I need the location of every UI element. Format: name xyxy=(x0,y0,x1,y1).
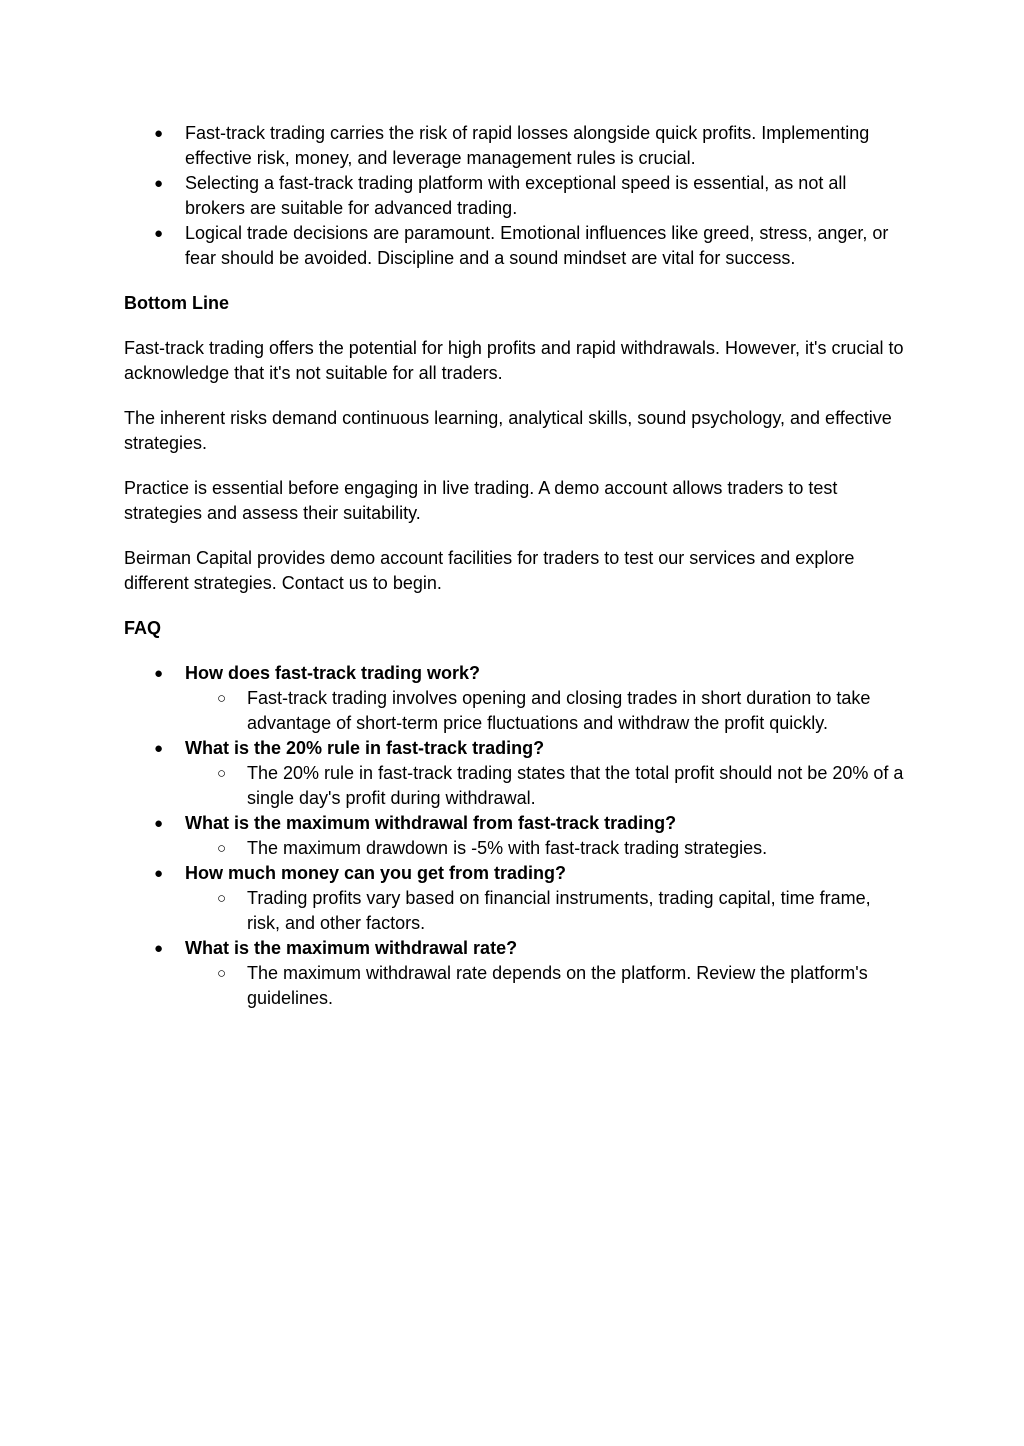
list-item-text: Selecting a fast-track trading platform with exceptional speed is essential, as not all brokers are suitable for advanced trading. xyxy=(185,173,847,218)
paragraph: Practice is essential before engaging in live trading. A demo account allows traders to test strategies and assess their suitability. xyxy=(124,478,838,523)
bullet-icon: ● xyxy=(154,225,164,242)
faq-answer xyxy=(185,961,904,1011)
faq-answer-list xyxy=(185,836,904,861)
faq-item xyxy=(124,736,904,811)
faq-list xyxy=(124,661,904,1011)
faq-answer-text: Trading profits vary based on financial instruments, trading capital, time frame, risk, and other factors. xyxy=(247,888,871,933)
faq-answer-list xyxy=(185,686,904,736)
hollow-bullet-icon: ○ xyxy=(217,840,227,857)
bullet-icon: ● xyxy=(154,665,164,682)
bottom-line-heading: Bottom Line xyxy=(124,293,229,313)
bullet-icon: ● xyxy=(154,865,164,882)
faq-answer xyxy=(185,686,904,736)
bullet-icon: ● xyxy=(154,125,164,142)
faq-answer xyxy=(185,761,904,811)
list-item-text: Logical trade decisions are paramount. Emotional influences like greed, stress, anger, or fear should be avoided. Discipline and a sound mindset are vital for success. xyxy=(185,223,889,268)
faq-answer-list xyxy=(185,961,904,1011)
paragraph: Fast-track trading offers the potential for high profits and rapid withdrawals. However, it's crucial to acknowledge that it's not suitable for all traders. xyxy=(124,338,904,383)
faq-answer xyxy=(185,886,904,936)
faq-answer-list xyxy=(185,886,904,936)
faq-question: How does fast-track trading work? xyxy=(185,663,481,683)
faq-answer-text: The 20% rule in fast-track trading states that the total profit should not be 20% of a single day's profit during withdrawal. xyxy=(247,763,904,808)
hollow-bullet-icon: ○ xyxy=(217,690,227,707)
paragraph: The inherent risks demand continuous learning, analytical skills, sound psychology, and effective strategies. xyxy=(124,408,892,453)
paragraph: Beirman Capital provides demo account facilities for traders to test our services and explore different strategies. Contact us to begin. xyxy=(124,548,855,593)
bullet-icon: ● xyxy=(154,740,164,757)
faq-answer-text: Fast-track trading involves opening and closing trades in short duration to take advantage of short-term price fluctuations and withdraw the profit quickly. xyxy=(247,688,871,733)
faq-answer-list xyxy=(185,761,904,811)
bullet-icon: ● xyxy=(154,815,164,832)
list-item xyxy=(124,121,904,171)
intro-bullet-list xyxy=(124,121,904,271)
bullet-icon: ● xyxy=(154,940,164,957)
hollow-bullet-icon: ○ xyxy=(217,765,227,782)
faq-question: What is the 20% rule in fast-track trading? xyxy=(185,738,545,758)
faq-answer xyxy=(185,836,904,861)
faq-question: What is the maximum withdrawal rate? xyxy=(185,938,518,958)
hollow-bullet-icon: ○ xyxy=(217,890,227,907)
hollow-bullet-icon: ○ xyxy=(217,965,227,982)
list-item-text: Fast-track trading carries the risk of rapid losses alongside quick profits. Implementing effective risk, money, and leverage management rules is crucial. xyxy=(185,123,870,168)
faq-item xyxy=(124,861,904,936)
bullet-icon: ● xyxy=(154,175,164,192)
faq-item xyxy=(124,661,904,736)
faq-question: How much money can you get from trading? xyxy=(185,863,567,883)
faq-answer-text: The maximum drawdown is -5% with fast-track trading strategies. xyxy=(247,838,768,858)
faq-item xyxy=(124,811,904,861)
faq-heading: FAQ xyxy=(124,618,162,638)
document-content xyxy=(124,121,904,1011)
faq-item xyxy=(124,936,904,1011)
list-item xyxy=(124,221,904,271)
faq-answer-text: The maximum withdrawal rate depends on the platform. Review the platform's guidelines. xyxy=(247,963,868,1008)
list-item xyxy=(124,171,904,221)
faq-question: What is the maximum withdrawal from fast-track trading? xyxy=(185,813,677,833)
